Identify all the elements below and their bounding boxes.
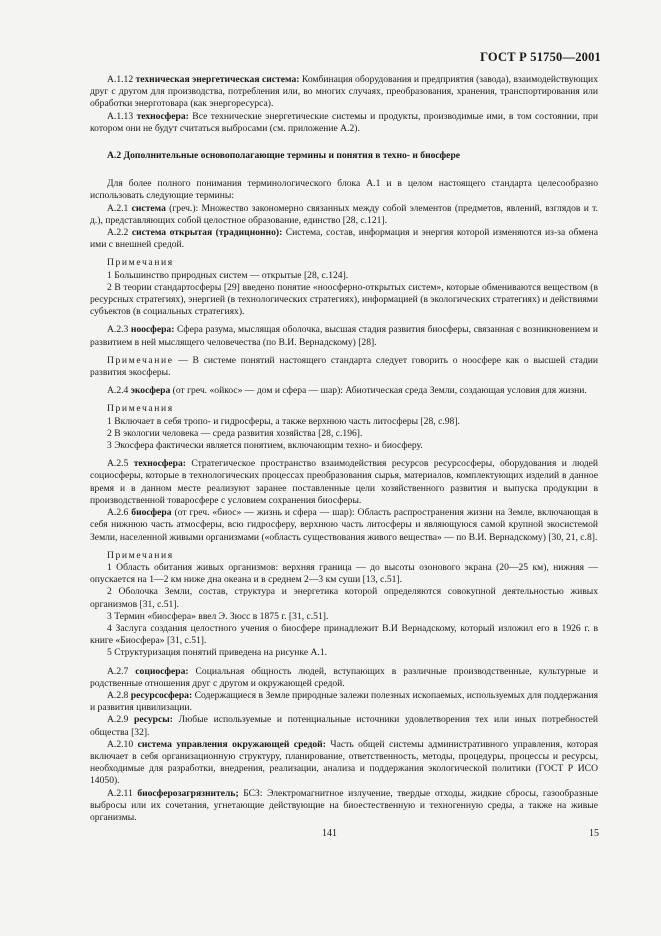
term-label: техносфера: [133,458,186,470]
term-label: система [131,202,166,214]
note-item: 2 В экологии человека — среда развития хозяйства [28, с.196]. [107,427,363,439]
term-a2-2 [90,227,598,251]
term-label: ноосфера: [130,324,175,336]
term-definition: Любые используемые и потенциальные источники удовлетворения тех или иных потребностей общества [32]. [90,714,598,738]
clause-number: А.2.9 [107,714,129,726]
clause-number: А.2.11 [107,787,133,799]
clause-number: А.2.10 [107,738,134,750]
clause-number: А.2.7 [107,665,129,677]
term-label: социосфера: [135,665,189,677]
term-definition: (от греч. «ойкос» — дом и сфера — шар): Абиотическая среда Земли, создающая условия для жизни. [170,385,587,397]
note-item: 1 Включает в себя тропо- и гидросферы, а также верхнюю часть литосферы [28, с.98]. [107,415,460,427]
clause-number: А.2.4 [107,385,129,397]
term-a2-4 [90,385,598,397]
term-definition: Часть общей системы административного управления, которая включает в себя организационную структуру, планирование, ответственность, методы, процедуры, процессы и ресурсы, необходимые для разработки, внедрения, реализации, анализа и поддержания экологической политики (ГОСТ Р ИСО 14050). [90,738,599,787]
term-label: техническая энергетическая система: [135,74,300,85]
clause-number: А.2.1 [107,202,129,214]
term-label: система управления окружающей средой: [137,738,326,750]
term-a2-11 [90,788,598,825]
term-a2-8 [90,690,598,714]
term-a2-10 [90,739,598,788]
term-definition: Социальная общность людей, вступающих в различные производственные, культурные и родственные отношения друг с другом и окружающей средой. [90,665,598,689]
term-definition: Содержащиеся в Земле природные залежи полезных ископаемых, используемых для поддержания и развития цивилизации. [90,689,598,714]
term-definition: БСЗ: Электромагнитное излучение, твердые отходы, жидкие сбросы, газообразные выбросы или их сочетания, угнетающие действующие на биоестественную и техногенную среды, а также на живые организмы. [90,787,598,823]
note-text: — В системе понятий настоящего стандарта следует говорить о ноосфере как о высшей стадии развития экосферы. [90,354,598,379]
notes-heading: Примечания [107,549,174,561]
clause-number: А.1.12 [107,74,134,85]
note-item: 2 В теории стандартосферы [29] введено понятие «ноосферно-открытых систем», которые обмениваются веществом (в ресурсных стратегиях), энергией (в технологических стратегиях), информацией (в экологических стратегиях) и действиями субъектов (в социальных стратегиях). [90,281,598,318]
term-a1-13 [90,111,598,135]
document-body [90,74,598,824]
note-item: 2 Оболочка Земли, состав, структура и энергетика которой определяются совокупной деятельностью живых организмов [31, с.51]. [90,586,598,610]
notes-heading: Примечания [107,403,174,415]
term-label: биосферозагрязнитель; [137,787,239,799]
term-definition: Все технические энергетические системы и продукты, производимые ими, в том состоянии, при котором они не будут считаться выбросами (см. приложение А.2). [90,110,598,134]
term-definition: (от греч. «биос» — жизнь и сфера — шар): Область распространения жизни на Земле, включающая в себя нижнюю часть атмосферы, всю гидросферу, верхнюю часть литосферы и являющуюся самой крупной экосистемой Земли, населенной живыми организмами («область существования живого вещества» — по В.И. Вернадскому) [30, 21, с.8]. [90,507,599,543]
term-a1-12 [90,74,598,111]
term-label: ресурсосфера: [130,689,193,701]
clause-number: А.2.8 [107,689,129,701]
clause-number: А.2.6 [107,507,129,519]
term-a2-9 [90,714,598,738]
term-a2-6 [90,507,598,544]
section-heading-a2: А.2 Дополнительные основополагающие термины и понятия в техно- и биосфере [107,150,461,162]
intro-paragraph: Для более полного понимания терминологического блока А.1 и в целом настоящего стандарта целесообразно использовать следующие термины: [90,178,598,202]
term-label: биосфера [131,507,172,519]
term-a2-5 [90,458,598,507]
clause-number: А.2.2 [107,227,129,239]
term-a2-1 [90,203,598,227]
page-number-right: 15 [589,828,599,839]
note-label: Примечание [107,354,174,366]
clause-number: А.2.3 [107,324,129,336]
notes-heading: Примечания [107,257,174,269]
document-id-header: ГОСТ Р 51750—2001 [480,50,601,64]
single-note [90,355,598,379]
term-a2-3 [90,324,598,348]
term-label: экосфера [130,385,171,397]
term-definition: Стратегическое пространство взаимодействия ресурсов ресурсосферы, оборудования и людей социосферы, которые в технологических процессах преобразования сырья, материалов, комплектующих изделий в данное время и в данном месте реализуют заранее поставленные цели хозяйственного развития и выпуска продукции в производственной товаросфере с условием сохранения биосферы. [90,458,598,506]
page-number-center: 141 [322,828,337,839]
term-label: ресурсы: [134,714,173,726]
term-label: система открытая (традиционно): [131,227,283,239]
clause-number: А.1.13 [107,110,134,122]
term-a2-7 [90,666,598,690]
note-item: 3 Экосфера фактически является понятием, включающим техно- и биосферу. [107,440,423,452]
note-item: 3 Термин «биосфера» ввел Э. Зюсс в 1875 г. [31, с.51]. [107,610,329,622]
note-item: 1 Область обитания живых организмов: верхняя граница — до высоты озонового экрана (20—25 км), нижняя — опускается на 1—2 км ниже дна океана и в среднем 2—3 км суши [13, с.51]. [90,561,598,586]
term-definition: Система, состав, информация и энергия которой изменяются из-за обмена ими с внешней средой. [90,227,599,251]
term-label: техносфера: [136,110,189,122]
term-definition: Комбинация оборудования и предприятия (завода), взаимодействующих друг с другом для производства, потребления или, во многих случаях, преобразования, хранения, транспортирования или обработки энерготовара (как энергоресурса). [90,74,598,110]
note-item: 1 Большинство природных систем — открытые [28, с.124]. [107,269,349,281]
term-definition: (греч.): Множество закономерно связанных между собой элементов (предметов, явлений, взглядов и т. д.), представляющих собой целостное образование, единство [28, с.121]. [90,202,598,226]
note-item: 4 Заслуга создания целостного учения о биосфере принадлежит В.И Вернадскому, который изложил его в 1926 г. в книге «Биосфера» [31, с.51]. [90,622,598,647]
clause-number: А.2.5 [107,458,129,470]
note-item: 5 Структуризация понятий приведена на рисунке А.1. [107,647,328,659]
term-definition: Сфера разума, мыслящая оболочка, высшая стадия развития биосферы, связанная с возникновением и развитием в ней мыслящего человечества (по В.И. Вернадскому) [28]. [90,324,599,348]
